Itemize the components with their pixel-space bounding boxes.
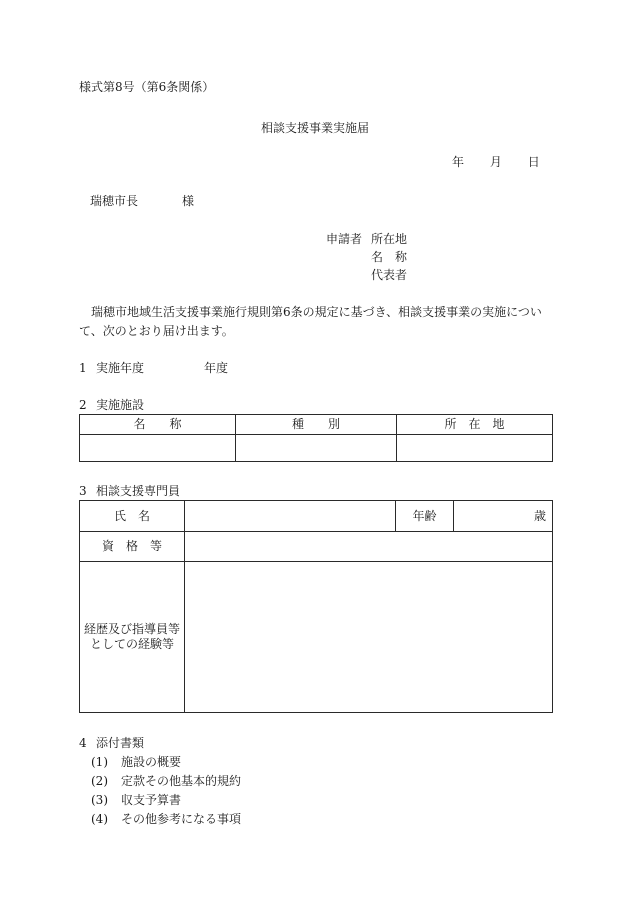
attachment-item-text: 収支予算書 bbox=[121, 793, 182, 807]
section4-label: 添付書類 bbox=[96, 736, 145, 750]
attachment-item-text: その他参考になる事項 bbox=[121, 812, 242, 826]
section-implementation-year bbox=[79, 360, 228, 376]
date-line bbox=[452, 154, 540, 170]
addressee-name: 瑞穂市長 bbox=[90, 194, 139, 208]
addressee-honorific: 様 bbox=[182, 194, 195, 208]
specialist-age-label: 年齢 bbox=[396, 501, 454, 532]
attachment-item-number: (4) bbox=[91, 812, 108, 826]
table-row bbox=[80, 501, 553, 532]
list-item bbox=[79, 753, 241, 772]
list-item bbox=[79, 791, 241, 810]
specialist-experience-cell[interactable] bbox=[185, 562, 553, 713]
section4-number: 4 bbox=[79, 736, 87, 750]
list-item bbox=[79, 772, 241, 791]
date-day-label: 日 bbox=[527, 155, 540, 169]
document-title: 相談支援事業実施届 bbox=[260, 121, 369, 135]
experience-label-line1: 経歴及び指導員等 bbox=[83, 622, 180, 636]
attachment-item-number: (3) bbox=[91, 793, 108, 807]
body-paragraph: 瑞穂市地域生活支援事業施行規則第6条の規定に基づき、相談支援事業の実施について、次のとおり届け出ます。 bbox=[79, 305, 542, 338]
applicant-role: 申請者 bbox=[326, 232, 363, 246]
section-specialist-heading bbox=[79, 483, 180, 499]
specialist-name-label-cell: 氏 名 bbox=[80, 501, 185, 532]
specialist-qualification-label: 資 格 等 bbox=[80, 532, 185, 562]
attachment-item-text: 施設の概要 bbox=[121, 755, 182, 769]
section-facility-heading bbox=[79, 397, 144, 413]
table-row bbox=[80, 435, 553, 462]
facility-header-name: 名 称 bbox=[80, 415, 236, 435]
date-year-label: 年 bbox=[452, 155, 465, 169]
attachment-item-text: 定款その他基本的規約 bbox=[121, 774, 242, 788]
addressee bbox=[90, 193, 194, 209]
section1-label: 実施年度 bbox=[96, 361, 145, 375]
attachments-section bbox=[79, 734, 241, 829]
section2-number: 2 bbox=[79, 398, 87, 412]
facility-header-type: 種 別 bbox=[236, 415, 397, 435]
specialist-qualification-cell[interactable] bbox=[185, 532, 553, 562]
applicant-block bbox=[326, 230, 407, 284]
section3-label: 相談支援専門員 bbox=[96, 484, 181, 498]
list-item bbox=[79, 810, 241, 829]
section1-number: 1 bbox=[79, 361, 87, 375]
facility-table bbox=[79, 414, 553, 462]
facility-type-cell[interactable] bbox=[236, 435, 397, 462]
section2-label: 実施施設 bbox=[96, 398, 145, 412]
attachment-item-number: (1) bbox=[91, 755, 108, 769]
attachment-item-number: (2) bbox=[91, 774, 108, 788]
section3-number: 3 bbox=[79, 484, 87, 498]
attachments-heading bbox=[79, 734, 241, 753]
facility-name-cell[interactable] bbox=[80, 435, 236, 462]
applicant-representative-label: 代表者 bbox=[371, 268, 408, 282]
specialist-age-cell[interactable]: 歳 bbox=[454, 501, 553, 532]
applicant-address-label: 所在地 bbox=[371, 232, 408, 246]
applicant-name-label: 名 称 bbox=[371, 250, 408, 264]
experience-label-line2: としての経験等 bbox=[89, 637, 174, 651]
facility-table-header bbox=[80, 415, 553, 435]
facility-location-cell[interactable] bbox=[397, 435, 553, 462]
form-number: 様式第8号（第6条関係） bbox=[79, 80, 215, 94]
section1-year-unit: 年度 bbox=[204, 361, 229, 375]
date-month-label: 月 bbox=[489, 155, 502, 169]
facility-header-location: 所 在 地 bbox=[397, 415, 553, 435]
specialist-table-body bbox=[79, 500, 553, 713]
specialist-experience-label bbox=[80, 562, 185, 713]
table-row bbox=[80, 562, 553, 713]
table-row bbox=[80, 532, 553, 562]
specialist-name-value-cell[interactable] bbox=[185, 501, 396, 532]
